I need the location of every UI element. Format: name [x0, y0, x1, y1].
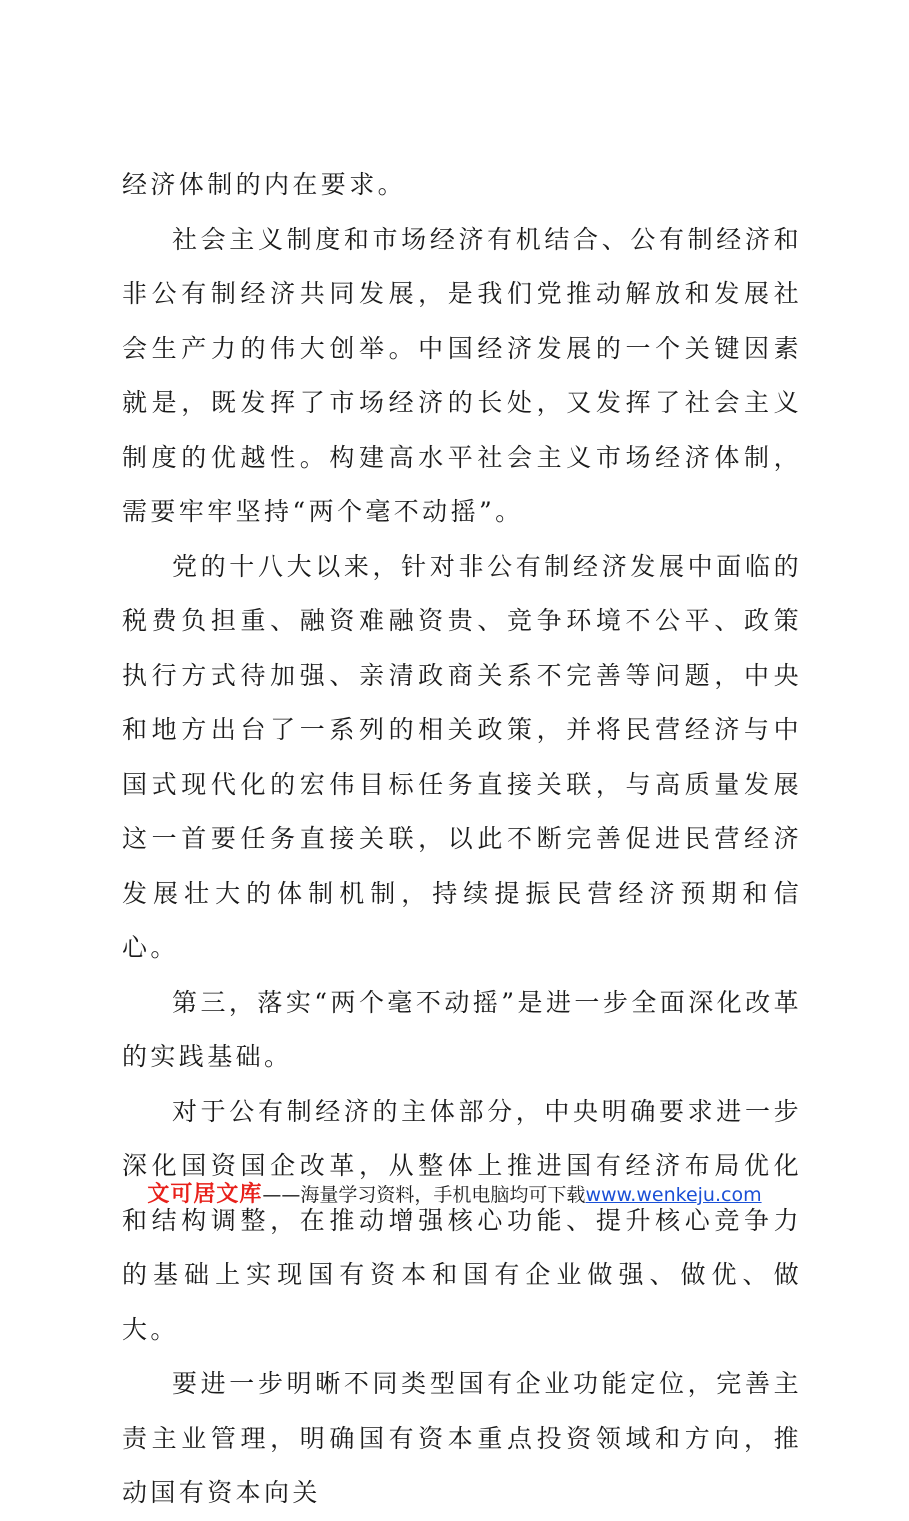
- paragraph: 要进一步明晰不同类型国有企业功能定位，完善主责主业管理，明确国有资本重点投资领域和方向，推动国有资本向关: [122, 1369, 802, 1507]
- paragraph: 党的十八大以来，针对非公有制经济发展中面临的税费负担重、融资难融资贵、竞争环境不公平、政策执行方式待加强、亲清政商关系不完善等问题，中央和地方出台了一系列的相关政策，并将民营经济与中国式现代化的宏伟目标任务直接关联，与高质量发展这一首要任务直接关联，以此不断完善促进民营经济发展壮大的体制机制，持续提振民营经济预期和信心。: [122, 551, 802, 962]
- paragraph: 经济体制的内在要求。: [122, 170, 407, 199]
- paragraph: 第三，落实“两个毫不动摇”是进一步全面深化改革的实践基础。: [122, 987, 802, 1071]
- paragraph: 对于公有制经济的主体部分，中央明确要求进一步深化国资国企改革，从整体上推进国有经济布局优化和结构调整，在推动增强核心功能、提升核心竞争力的基础上实现国有资本和国有企业做强、做优、做大。: [122, 1096, 802, 1344]
- footer-banner: [0, 1180, 909, 1210]
- document-body: [122, 158, 802, 1521]
- footer-brand: 文可居文库: [147, 1182, 263, 1207]
- footer-tagline: ——海量学习资料，手机电脑均可下载: [262, 1184, 586, 1206]
- paragraph: 社会主义制度和市场经济有机结合、公有制经济和非公有制经济共同发展，是我们党推动解放和发展社会生产力的伟大创举。中国经济发展的一个关键因素就是，既发挥了市场经济的长处，又发挥了社会主义制度的优越性。构建高水平社会主义市场经济体制，需要牢牢坚持“两个毫不动摇”。: [122, 224, 802, 526]
- footer-site-link[interactable]: www.wenkeju.com: [585, 1184, 762, 1206]
